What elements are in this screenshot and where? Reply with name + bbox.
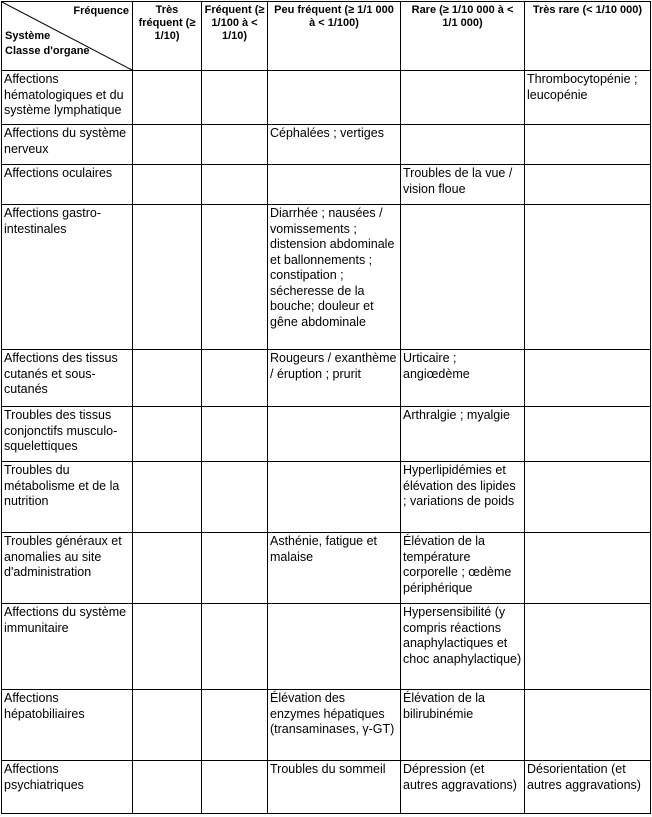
organ-class-cell: Affections psychiatriques (2, 761, 133, 814)
table-row (2, 533, 651, 604)
tres-frequent-cell (133, 350, 202, 407)
frequency-axis-label: Fréquence (73, 5, 129, 17)
organ-class-cell: Affections hépatobiliaires (2, 690, 133, 761)
frequent-cell (202, 125, 268, 165)
table-row (2, 761, 651, 814)
tres-rare-cell (525, 165, 651, 205)
frequent-cell (202, 533, 268, 604)
organ-class-cell: Affections des tissus cutanés et sous-cutanés (2, 350, 133, 407)
tres-rare-cell (525, 350, 651, 407)
tres-frequent-cell (133, 761, 202, 814)
tres-frequent-cell (133, 604, 202, 690)
rare-cell: Élévation de la température corporelle ; œdème périphérique (401, 533, 525, 604)
frequent-cell (202, 350, 268, 407)
header-row (2, 2, 651, 71)
peu-frequent-cell: Troubles du sommeil (268, 761, 401, 814)
frequent-cell (202, 690, 268, 761)
tres-frequent-cell (133, 690, 202, 761)
peu-frequent-cell (268, 407, 401, 462)
corner-header-cell (2, 2, 133, 71)
peu-frequent-cell (268, 462, 401, 533)
tres-frequent-cell (133, 71, 202, 125)
tres-frequent-cell (133, 125, 202, 165)
organ-class-cell: Troubles des tissus conjonctifs musculo-squelettiques (2, 407, 133, 462)
rare-cell: Arthralgie ; myalgie (401, 407, 525, 462)
frequent-cell (202, 462, 268, 533)
rare-cell: Urticaire ; angiœdème (401, 350, 525, 407)
peu-frequent-cell: Élévation des enzymes hépatiques (transaminases, γ-GT) (268, 690, 401, 761)
organ-class-cell: Affections oculaires (2, 165, 133, 205)
peu-frequent-cell: Céphalées ; vertiges (268, 125, 401, 165)
rare-cell: Dépression (et autres aggravations) (401, 761, 525, 814)
tres-frequent-cell (133, 462, 202, 533)
peu-frequent-cell: Asthénie, fatigue et malaise (268, 533, 401, 604)
column-header-tres-rare: Très rare (< 1/10 000) (525, 2, 651, 71)
organ-class-label: Classe d'organe (5, 45, 90, 57)
frequent-cell (202, 604, 268, 690)
rare-cell: Élévation de la bilirubinémie (401, 690, 525, 761)
peu-frequent-cell: Rougeurs / exanthème / éruption ; prurit (268, 350, 401, 407)
organ-class-cell: Affections gastro-intestinales (2, 205, 133, 350)
tres-rare-cell (525, 125, 651, 165)
frequent-cell (202, 407, 268, 462)
tres-frequent-cell (133, 205, 202, 350)
tres-frequent-cell (133, 165, 202, 205)
organ-class-cell: Affections hématologiques et du système lymphatique (2, 71, 133, 125)
organ-class-cell: Troubles généraux et anomalies au site d'administration (2, 533, 133, 604)
organ-class-cell: Troubles du métabolisme et de la nutrition (2, 462, 133, 533)
organ-class-cell: Affections du système nerveux (2, 125, 133, 165)
adverse-effects-table (1, 1, 651, 814)
rare-cell (401, 71, 525, 125)
tres-rare-cell (525, 205, 651, 350)
frequent-cell (202, 71, 268, 125)
table-row (2, 125, 651, 165)
system-label: Système (5, 30, 51, 42)
rare-cell (401, 205, 525, 350)
table-row (2, 350, 651, 407)
table-row (2, 604, 651, 690)
peu-frequent-cell (268, 165, 401, 205)
tres-rare-cell: Thrombocytopénie ; leucopénie (525, 71, 651, 125)
column-header-rare: Rare (≥ 1/10 000 à < 1/1 000) (401, 2, 525, 71)
tres-rare-cell (525, 533, 651, 604)
peu-frequent-cell: Diarrhée ; nausées / vomissements ; distension abdominale et ballonnements ; constipation ; sécheresse de la bouche; douleur et gêne abdominale (268, 205, 401, 350)
frequent-cell (202, 205, 268, 350)
rare-cell (401, 125, 525, 165)
rare-cell: Troubles de la vue / vision floue (401, 165, 525, 205)
column-header-tres-frequent: Très fréquent (≥ 1/10) (133, 2, 202, 71)
peu-frequent-cell (268, 604, 401, 690)
frequent-cell (202, 165, 268, 205)
peu-frequent-cell (268, 71, 401, 125)
organ-axis-label (5, 29, 90, 59)
frequent-cell (202, 761, 268, 814)
rare-cell: Hyperlipidémies et élévation des lipides ; variations de poids (401, 462, 525, 533)
rare-cell: Hypersensibilité (y compris réactions anaphylactiques et choc anaphylactique) (401, 604, 525, 690)
table-row (2, 205, 651, 350)
organ-class-cell: Affections du système immunitaire (2, 604, 133, 690)
tres-rare-cell: Désorientation (et autres aggravations) (525, 761, 651, 814)
tres-frequent-cell (133, 533, 202, 604)
table-row (2, 690, 651, 761)
tres-frequent-cell (133, 407, 202, 462)
tres-rare-cell (525, 407, 651, 462)
column-header-peu-frequent: Peu fréquent (≥ 1/1 000 à < 1/100) (268, 2, 401, 71)
tres-rare-cell (525, 604, 651, 690)
table-row (2, 71, 651, 125)
tres-rare-cell (525, 462, 651, 533)
table-row (2, 462, 651, 533)
tres-rare-cell (525, 690, 651, 761)
table-row (2, 407, 651, 462)
table-row (2, 165, 651, 205)
column-header-frequent: Fréquent (≥ 1/100 à < 1/10) (202, 2, 268, 71)
